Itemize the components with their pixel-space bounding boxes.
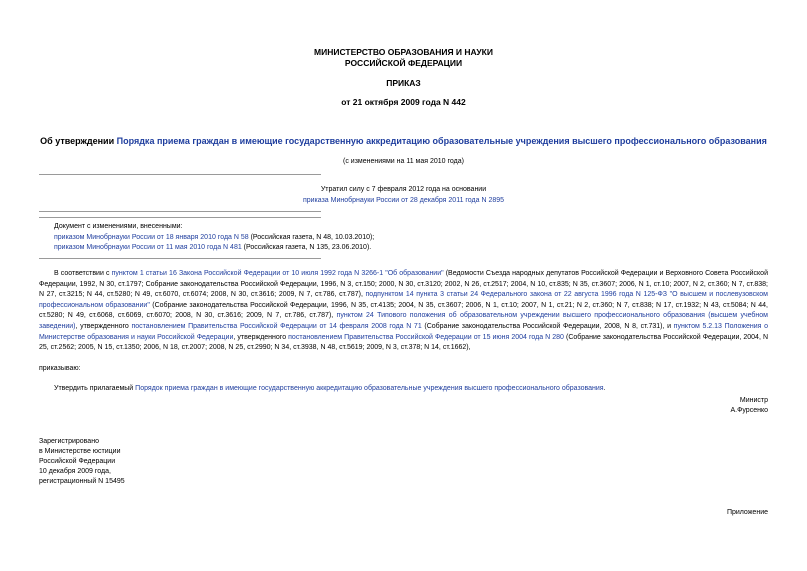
law-link[interactable]: постановлением Правительства Российской Федерации от 15 июня 2004 года N 280 — [288, 333, 564, 341]
registration-line: Зарегистрировано — [39, 438, 99, 445]
law-link[interactable]: подпунктом 14 пункта 3 статьи 24 Федерального закона от 22 августа 1996 года N 125-ФЗ "О высшем и послевузовском профессиональном образовании" — [39, 291, 768, 309]
amendment-link[interactable]: приказом Минобрнауки России от 11 мая 2010 года N 481 — [54, 244, 242, 251]
preamble-text: В соответствии с — [54, 270, 112, 277]
appendix-label: Приложение — [726, 509, 768, 516]
signature-position: Министр — [739, 397, 768, 404]
doc-title-prefix: Об утверждении — [40, 136, 117, 146]
order-word: приказываю: — [39, 365, 81, 372]
preamble-paragraph — [39, 269, 768, 354]
preamble-text: (Собрание законодательства Российской Федерации, 1996, N 35, ст.4135; 2004, N 35, ст.3607; 2006, N 1, ст.10; 2007, N 1, ст.21; N 2, ст.360; N 7, ст.838; N 17, ст.1932; N 43, ст.5084; N 44, ст.5280; N 49, ст.6068, ст.6069, ст.6070; 2008, N 30, ст.3616; 2009, N 7, ст.786, ст.787), — [39, 301, 768, 320]
preamble-text: (Ведомости Съезда народных депутатов Российской Федерации и Верховного Совета Российской Федерации, 1992, N 30, ст.1797; Собрание законодательства Российской Федерации, 1996, N 3, ст.150; 2000, N 30, ст.3120; 2002, N 26, ст.2517; 2004, N 10, ст.835; N 35, ст.3607; 2006, N 1, ст.10; 2007, N 2, ст.360; N 7, ст.838; N 27, ст.3215; N 44, ст.5280; N 49, ст.6070, ст.6074; 2008, N 30, ст.3616; 2009, N 7, ст.786, ст.787), — [39, 270, 768, 299]
order-text: Утвердить прилагаемый — [54, 385, 136, 392]
registration-line: Российской Федерации — [39, 458, 116, 465]
doc-date: от 21 октября 2009 года N 442 — [341, 97, 466, 107]
order-paragraph — [54, 384, 768, 394]
changes-note: (с изменениями на 11 мая 2010 года) — [343, 158, 464, 165]
signature-name: А.Фурсенко — [730, 407, 768, 414]
preamble-text: (Собрание законодательства Российской Федерации, 2004, N 25, ст.2562; 2005, N 15, ст.1350; 2006, N 18, ст.2007; 2008, N 25, ст.2990; N 34, ст.3938, N 48, ст.5619; 2009, N 3, ст.378; N 14, ст.1662), — [39, 333, 768, 352]
status-link[interactable]: приказа Минобрнауки России от 28 декабря 2011 года N 2895 — [302, 197, 505, 204]
law-link[interactable]: пунктом 5.2.13 Положения о Министерстве образования и науки Российской Федерации — [39, 322, 769, 341]
doc-title-link[interactable]: Порядка приема граждан в имеющие государственную аккредитацию образовательные учреждения высшего профессионального образования — [116, 136, 767, 146]
separator-rule — [39, 217, 321, 218]
preamble-text: , утвержденного — [75, 322, 132, 330]
order-text: . — [603, 385, 606, 392]
amendment-link[interactable]: приказом Минобрнауки России от 18 января 2010 года N 58 — [54, 234, 249, 241]
registration-line: в Министерстве юстиции — [39, 448, 121, 455]
separator-rule — [39, 211, 321, 212]
law-link[interactable]: постановлением Правительства Российской Федерации от 14 февраля 2008 года N 71 — [131, 322, 422, 330]
doc-title — [0, 135, 807, 147]
ministry-line-2: РОССИЙСКОЙ ФЕДЕРАЦИИ — [344, 58, 463, 68]
amendments-heading: Документ с изменениями, внесенными: — [54, 223, 183, 230]
separator-rule — [39, 258, 321, 259]
separator-rule — [39, 174, 321, 175]
preamble-text: , утвержденного — [233, 333, 289, 341]
amendment-item — [54, 243, 371, 253]
doc-type: ПРИКАЗ — [386, 78, 421, 88]
registration-line: 10 декабря 2009 года, — [39, 468, 111, 475]
law-link[interactable]: пунктом 24 Типового положения об образовательном учреждении высшего профессионального образования (высшем учебном заведении) — [39, 312, 768, 330]
amendment-source: (Российская газета, N 135, 23.06.2010). — [241, 244, 372, 251]
status-line: Утратил силу с 7 февраля 2012 года на основании — [320, 186, 487, 193]
procedure-link[interactable]: Порядок приема граждан в имеющие государственную аккредитацию образовательные учреждения высшего профессионального образования — [135, 385, 604, 392]
registration-line: регистрационный N 15495 — [39, 478, 125, 485]
amendment-source: (Российская газета, N 48, 10.03.2010); — [248, 234, 375, 241]
amendment-item — [54, 233, 374, 243]
law-link[interactable]: пунктом 1 статьи 16 Закона Российской Федерации от 10 июля 1992 года N 3266-1 "Об образовании" — [111, 270, 444, 277]
preamble-text: (Собрание законодательства Российской Федерации, 2008, N 8, ст.731), и — [421, 322, 674, 330]
ministry-line-1: МИНИСТЕРСТВО ОБРАЗОВАНИЯ И НАУКИ — [314, 47, 493, 57]
